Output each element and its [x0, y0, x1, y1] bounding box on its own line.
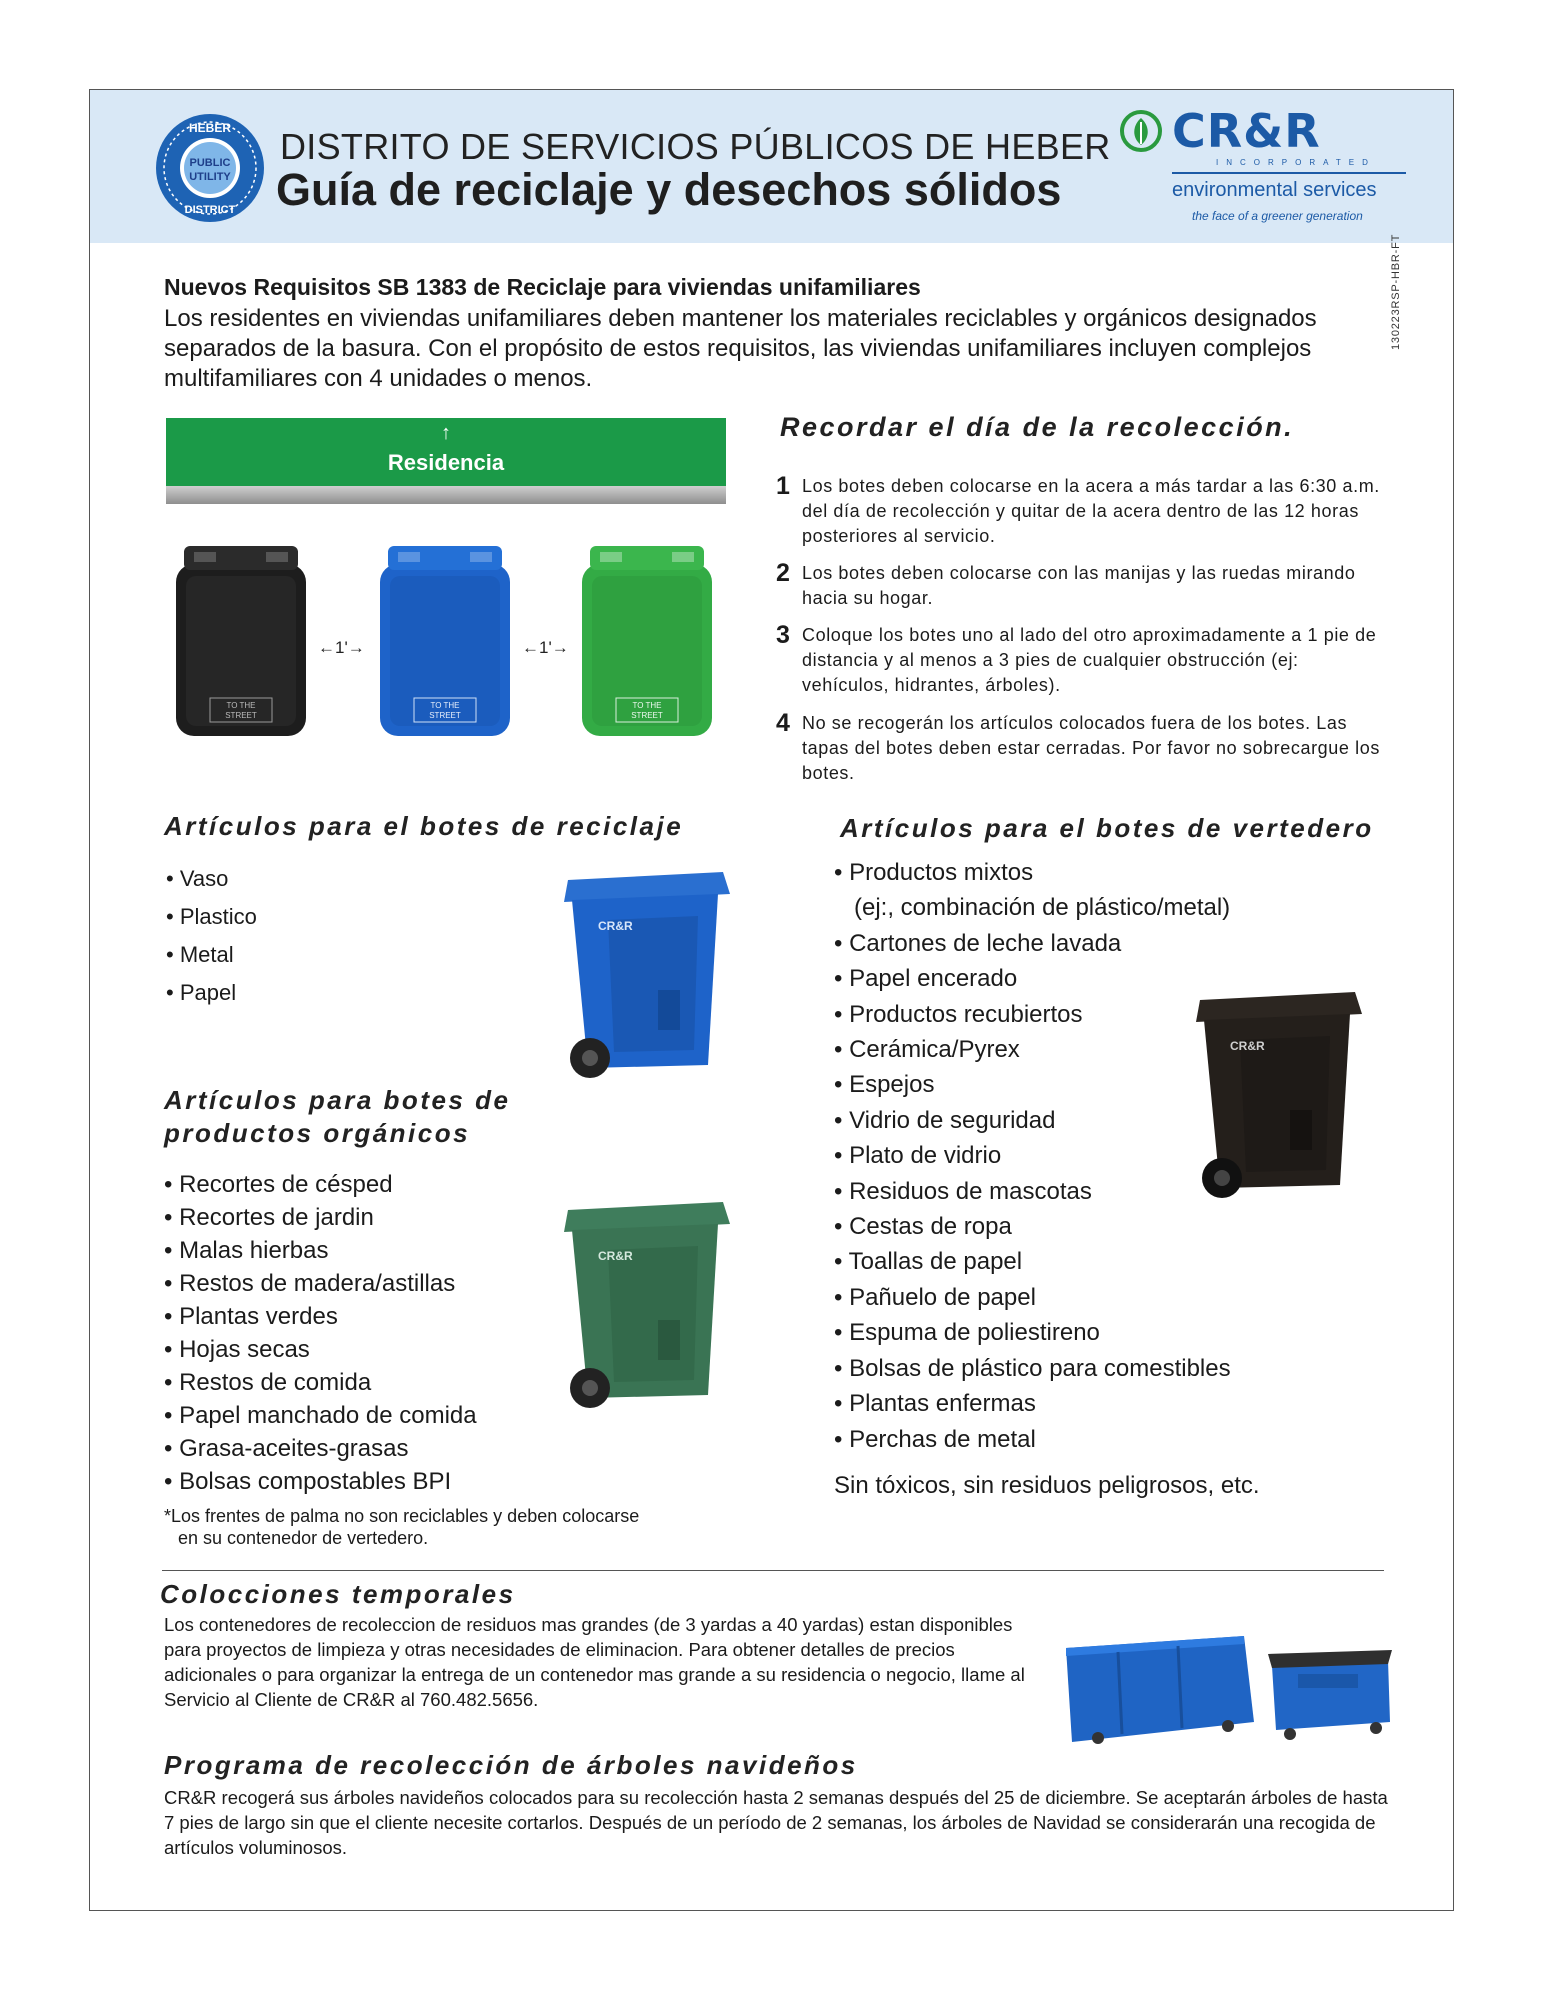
list-item: • Papel encerado: [834, 961, 1231, 996]
bin-label-1: TO THE: [632, 701, 662, 710]
rule-number: 1: [776, 472, 790, 500]
seal-bottom-text: DISTRICT: [184, 204, 236, 216]
bin-label-2: STREET: [631, 711, 663, 720]
intro-body: Los residentes en viviendas unifamiliares deben mantener los materiales reciclables y orgánicos designados separados de la basura. Con el propósito de estos requisitos, las viviendas unifamiliares incluyen complejos multifamiliares con 4 unidades o menos.: [164, 305, 1317, 392]
list-item: • Plantas verdes: [164, 1300, 477, 1333]
list-item: • Recortes de jardin: [164, 1201, 477, 1234]
rule-number: 3: [776, 621, 790, 649]
christmas-body: CR&R recogerá sus árboles navideños colocados para su recolección hasta 2 semanas después del 25 de diciembre. Se aceptarán árboles de hasta 7 pies de largo sin que el cliente necesite cortarlos. Después de un período de 2 semanas, los árboles de Navidad se considerarán una recogida de artículos voluminosos.: [164, 1787, 1388, 1858]
document-frame: [89, 89, 1454, 1911]
logo-tagline: the face of a greener generation: [1192, 209, 1363, 223]
list-item: • Espuma de poliestireno: [834, 1315, 1231, 1350]
list-item: • Cestas de ropa: [834, 1209, 1231, 1244]
landfill-list: [834, 855, 1231, 1457]
logo-wordmark: CR&R: [1172, 104, 1321, 158]
list-item: • Papel manchado de comida: [164, 1399, 477, 1432]
crr-logo: [1120, 104, 1420, 228]
palm-note-line2: en su contenedor de vertedero.: [178, 1528, 429, 1548]
list-item: • Cartones de leche lavada: [834, 926, 1231, 961]
black-bin-front-image: [170, 546, 312, 740]
rule-number: 4: [776, 709, 790, 737]
christmas-heading: Programa de recolección de árboles navideños: [164, 1750, 858, 1780]
bin-label-1: TO THE: [226, 701, 256, 710]
bin-label-2: STREET: [429, 711, 461, 720]
blue-recycling-cart-image: [548, 860, 738, 1090]
rule-number: 2: [776, 559, 790, 587]
list-item: • Recortes de césped: [164, 1168, 477, 1201]
curb: [166, 486, 726, 504]
gap-label-2: ←1'→: [522, 638, 569, 657]
green-bin-front-image: [576, 546, 718, 740]
list-item: • Toallas de papel: [834, 1244, 1231, 1279]
list-item-continuation: (ej:, combinación de plástico/metal): [854, 894, 1231, 922]
palm-note-line1: *Los frentes de palma no son reciclables y deben colocarse: [164, 1506, 640, 1526]
cart-brand-label: CR&R: [598, 919, 633, 933]
rule-text: Los botes deben colocarse en la acera a más tardar a las 6:30 a.m. del día de recolección y quitar de la acera dentro de las 12 horas posteriores al servicio.: [802, 476, 1380, 546]
list-item: • Espejos: [834, 1067, 1231, 1102]
leaf-icon: [1120, 110, 1162, 152]
gap-label-1: ←1'→: [318, 638, 365, 657]
blue-bin-front-image: [374, 546, 516, 740]
logo-subtitle: environmental services: [1172, 179, 1377, 201]
district-title: DISTRITO DE SERVICIOS PÚBLICOS DE HEBER: [280, 126, 1111, 167]
list-item: • Bolsas de plástico para comestibles: [834, 1351, 1231, 1386]
list-item: • Productos recubiertos: [834, 997, 1231, 1032]
list-item: • Plastico: [166, 898, 257, 936]
list-item: • Papel: [166, 974, 257, 1012]
up-arrow-icon: ↑: [441, 422, 451, 444]
district-seal-logo: [154, 112, 266, 224]
list-item: • Vaso: [166, 860, 257, 898]
logo-rule: [1172, 172, 1406, 174]
seal-top-text: HEBER: [188, 121, 232, 135]
list-item: • Hojas secas: [164, 1333, 477, 1366]
list-item: • Malas hierbas: [164, 1234, 477, 1267]
organics-list: [164, 1168, 477, 1498]
organics-heading-line2: productos orgánicos: [164, 1118, 471, 1148]
list-item: • Vidrio de seguridad: [834, 1103, 1231, 1138]
list-item: • Metal: [166, 936, 257, 974]
rule-text: No se recogerán los artículos colocados fuera de los botes. Las tapas del botes deben estar cerradas. Por favor no sobrecargue los botes.: [802, 713, 1380, 783]
rule-text: Los botes deben colocarse con las manijas y las ruedas mirando hacia su hogar.: [802, 563, 1356, 608]
temporary-body: Los contenedores de recoleccion de residuos mas grandes (de 3 yardas a 40 yardas) estan disponibles para proyectos de limpieza y otras necesidades de eliminacion. Para obtener detalles de precios adicionales o para organizar la entrega de un contenedor mas grande a su residencia o negocio, llame al Servicio al Cliente de CR&R al 760.482.5656.: [164, 1614, 1025, 1710]
list-item: • Residuos de mascotas: [834, 1174, 1231, 1209]
cart-brand-label: CR&R: [598, 1249, 633, 1263]
list-item: • Bolsas compostables BPI: [164, 1465, 477, 1498]
intro-heading: Nuevos Requisitos SB 1383 de Reciclaje para viviendas unifamiliares: [164, 274, 921, 300]
section-divider: [162, 1570, 1384, 1571]
header-banner: [90, 90, 1453, 243]
bin-label-1: TO THE: [430, 701, 460, 710]
cart-brand-label: CR&R: [1230, 1039, 1265, 1053]
list-item: • Cerámica/Pyrex: [834, 1032, 1231, 1067]
bin-label-2: STREET: [225, 711, 257, 720]
list-item: • Plantas enfermas: [834, 1386, 1231, 1421]
document-code: 130223RSP-HBR-FT: [1390, 233, 1402, 350]
landfill-footer: Sin tóxicos, sin residuos peligrosos, etc.: [834, 1472, 1260, 1499]
landfill-heading: Artículos para el botes de vertedero: [840, 813, 1374, 843]
list-item: • Plato de vidrio: [834, 1138, 1231, 1173]
green-organics-cart-image: [548, 1190, 738, 1420]
list-item: • Pañuelo de papel: [834, 1280, 1231, 1315]
dumpster-containers-image: [1058, 1630, 1398, 1750]
seal-center-line1: PUBLIC: [189, 157, 231, 169]
seal-center-line2: UTILITY: [189, 171, 231, 183]
list-item: • Perchas de metal: [834, 1422, 1231, 1457]
residence-label: Residencia: [387, 450, 505, 475]
residence-road-band: [166, 418, 726, 486]
organics-heading-line1: Artículos para botes de: [164, 1085, 511, 1115]
list-item: • Restos de madera/astillas: [164, 1267, 477, 1300]
logo-incorporated: INCORPORATED: [1216, 158, 1376, 167]
rule-text: Coloque los botes uno al lado del otro aproximadamente a 1 pie de distancia y al menos a 3 pies de cualquier obstrucción (ej: vehículos, hidrantes, árboles).: [802, 625, 1377, 695]
collection-day-heading: Recordar el día de la recolección.: [780, 412, 1295, 442]
list-item: • Productos mixtos: [834, 855, 1231, 890]
black-landfill-cart-image: [1180, 980, 1370, 1210]
list-item: • Grasa-aceites-grasas: [164, 1432, 477, 1465]
recycling-heading: Artículos para el botes de reciclaje: [164, 811, 684, 841]
recycling-list: [166, 860, 257, 1012]
guide-title: Guía de reciclaje y desechos sólidos: [276, 164, 1062, 215]
temporary-heading: Colocciones temporales: [160, 1579, 516, 1609]
list-item: • Restos de comida: [164, 1366, 477, 1399]
